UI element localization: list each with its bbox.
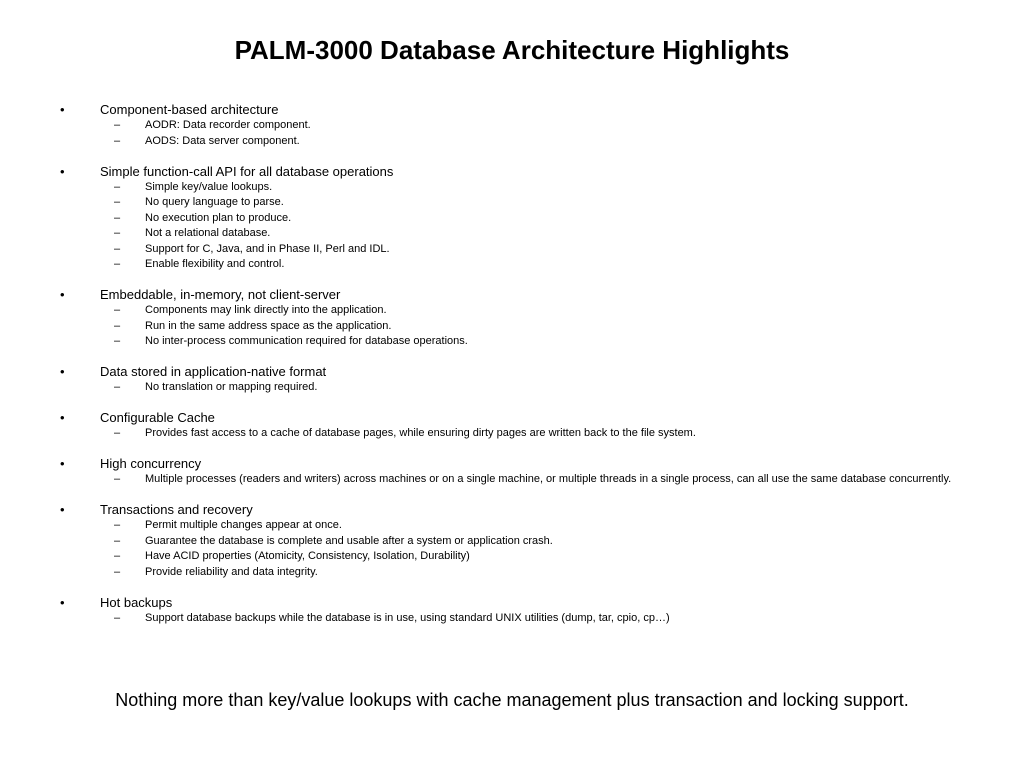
- sub-bullet-item: [0, 212, 1024, 225]
- bullet-section: [0, 501, 1024, 579]
- sub-bullet-marker: –: [114, 611, 121, 624]
- sub-bullet-marker: –: [114, 473, 121, 485]
- bullet-marker: •: [60, 163, 65, 179]
- sub-bullet-marker: –: [114, 258, 121, 270]
- sub-bullet-marker: –: [114, 565, 121, 578]
- bullet-marker: •: [60, 102, 65, 117]
- sub-bullet-list: [0, 181, 1024, 272]
- sub-bullet-list: [0, 119, 1024, 148]
- summary-text: Nothing more than key/value lookups with cache management plus transaction and locking support.: [115, 690, 909, 710]
- sub-bullet-item: [0, 612, 1024, 625]
- sub-bullet-marker: –: [114, 427, 121, 439]
- bullet-heading: Hot backups: [100, 594, 173, 610]
- bullet-marker: •: [60, 456, 65, 471]
- sub-bullet-text: No execution plan to produce.: [145, 211, 292, 224]
- sub-bullet-marker: –: [114, 119, 121, 131]
- bullet-item: [0, 101, 1024, 118]
- sub-bullet-text: No translation or mapping required.: [145, 381, 318, 393]
- sub-bullet-item: [0, 320, 1024, 333]
- bullet-heading: Embeddable, in-memory, not client-server: [100, 287, 341, 302]
- sub-bullet-marker: –: [114, 196, 121, 208]
- sub-bullet-item: [0, 135, 1024, 148]
- sub-bullet-marker: –: [114, 335, 121, 347]
- sub-bullet-text: AODS: Data server component.: [145, 134, 300, 147]
- sub-bullet-marker: –: [114, 550, 121, 562]
- bullet-list: [0, 101, 1024, 640]
- bullet-heading: Transactions and recovery: [100, 502, 253, 517]
- sub-bullet-marker: –: [114, 227, 121, 239]
- sub-bullet-marker: –: [114, 304, 121, 316]
- sub-bullet-marker: –: [114, 134, 121, 147]
- sub-bullet-text: No inter-process communication required for database operations.: [145, 335, 468, 347]
- sub-bullet-text: Components may link directly into the application.: [145, 304, 387, 316]
- sub-bullet-item: [0, 335, 1024, 348]
- sub-bullet-item: [0, 535, 1024, 548]
- sub-bullet-text: Simple key/value lookups.: [145, 180, 273, 193]
- sub-bullet-list: [0, 427, 1024, 440]
- sub-bullet-list: [0, 304, 1024, 348]
- sub-bullet-text: Support database backups while the database is in use, using standard UNIX utilities (dump, tar, cpio, cp…): [145, 611, 670, 624]
- sub-bullet-list: [0, 473, 1024, 486]
- sub-bullet-marker: –: [114, 319, 121, 332]
- bullet-heading: High concurrency: [100, 456, 202, 471]
- sub-bullet-marker: –: [114, 534, 121, 547]
- sub-bullet-item: [0, 181, 1024, 194]
- sub-bullet-marker: –: [114, 381, 121, 393]
- sub-bullet-item: [0, 304, 1024, 317]
- sub-bullet-item: [0, 258, 1024, 271]
- bullet-marker: •: [60, 502, 65, 517]
- sub-bullet-item: [0, 243, 1024, 256]
- sub-bullet-text: Have ACID properties (Atomicity, Consistency, Isolation, Durability): [145, 550, 470, 562]
- sub-bullet-list: [0, 381, 1024, 394]
- sub-bullet-text: Run in the same address space as the application.: [145, 319, 392, 332]
- bullet-marker: •: [60, 594, 65, 610]
- bullet-section: [0, 363, 1024, 394]
- sub-bullet-text: Guarantee the database is complete and usable after a system or application crash.: [145, 534, 553, 547]
- sub-bullet-text: Provides fast access to a cache of database pages, while ensuring dirty pages are written back to the file system.: [145, 427, 696, 439]
- bullet-item: [0, 594, 1024, 611]
- sub-bullet-text: Provide reliability and data integrity.: [145, 565, 318, 578]
- bullet-marker: •: [60, 410, 65, 425]
- sub-bullet-text: Multiple processes (readers and writers) across machines or on a single machine, or multiple threads in a single process, can all use the same database concurrently.: [145, 473, 952, 485]
- bullet-section: [0, 163, 1024, 272]
- sub-bullet-item: [0, 566, 1024, 579]
- bullet-marker: •: [60, 287, 65, 302]
- bullet-item: [0, 455, 1024, 472]
- sub-bullet-item: [0, 119, 1024, 132]
- sub-bullet-item: [0, 196, 1024, 209]
- bullet-section: [0, 594, 1024, 625]
- sub-bullet-marker: –: [114, 211, 121, 224]
- sub-bullet-list: [0, 612, 1024, 625]
- sub-bullet-marker: –: [114, 180, 121, 193]
- bullet-heading: Simple function-call API for all database operations: [100, 163, 394, 179]
- sub-bullet-marker: –: [114, 519, 121, 531]
- bullet-marker: •: [60, 364, 65, 379]
- bullet-item: [0, 363, 1024, 380]
- sub-bullet-item: [0, 381, 1024, 394]
- bullet-section: [0, 101, 1024, 148]
- sub-bullet-list: [0, 519, 1024, 579]
- sub-bullet-item: [0, 227, 1024, 240]
- sub-bullet-text: AODR: Data recorder component.: [145, 119, 311, 131]
- sub-bullet-marker: –: [114, 242, 121, 255]
- bullet-section: [0, 409, 1024, 440]
- bullet-heading: Data stored in application-native format: [100, 364, 327, 379]
- sub-bullet-item: [0, 427, 1024, 440]
- sub-bullet-text: Permit multiple changes appear at once.: [145, 519, 342, 531]
- bullet-heading: Configurable Cache: [100, 410, 215, 425]
- bullet-item: [0, 163, 1024, 180]
- sub-bullet-item: [0, 519, 1024, 532]
- bullet-section: [0, 286, 1024, 348]
- bullet-item: [0, 286, 1024, 303]
- sub-bullet-text: No query language to parse.: [145, 196, 284, 208]
- bullet-section: [0, 455, 1024, 486]
- bullet-heading: Component-based architecture: [100, 102, 279, 117]
- bullet-item: [0, 409, 1024, 426]
- sub-bullet-text: Support for C, Java, and in Phase II, Perl and IDL.: [145, 242, 390, 255]
- sub-bullet-item: [0, 473, 1024, 486]
- sub-bullet-text: Enable flexibility and control.: [145, 258, 285, 270]
- slide-title: PALM-3000 Database Architecture Highlights: [234, 35, 790, 65]
- bullet-item: [0, 501, 1024, 518]
- sub-bullet-item: [0, 550, 1024, 563]
- sub-bullet-text: Not a relational database.: [145, 227, 271, 239]
